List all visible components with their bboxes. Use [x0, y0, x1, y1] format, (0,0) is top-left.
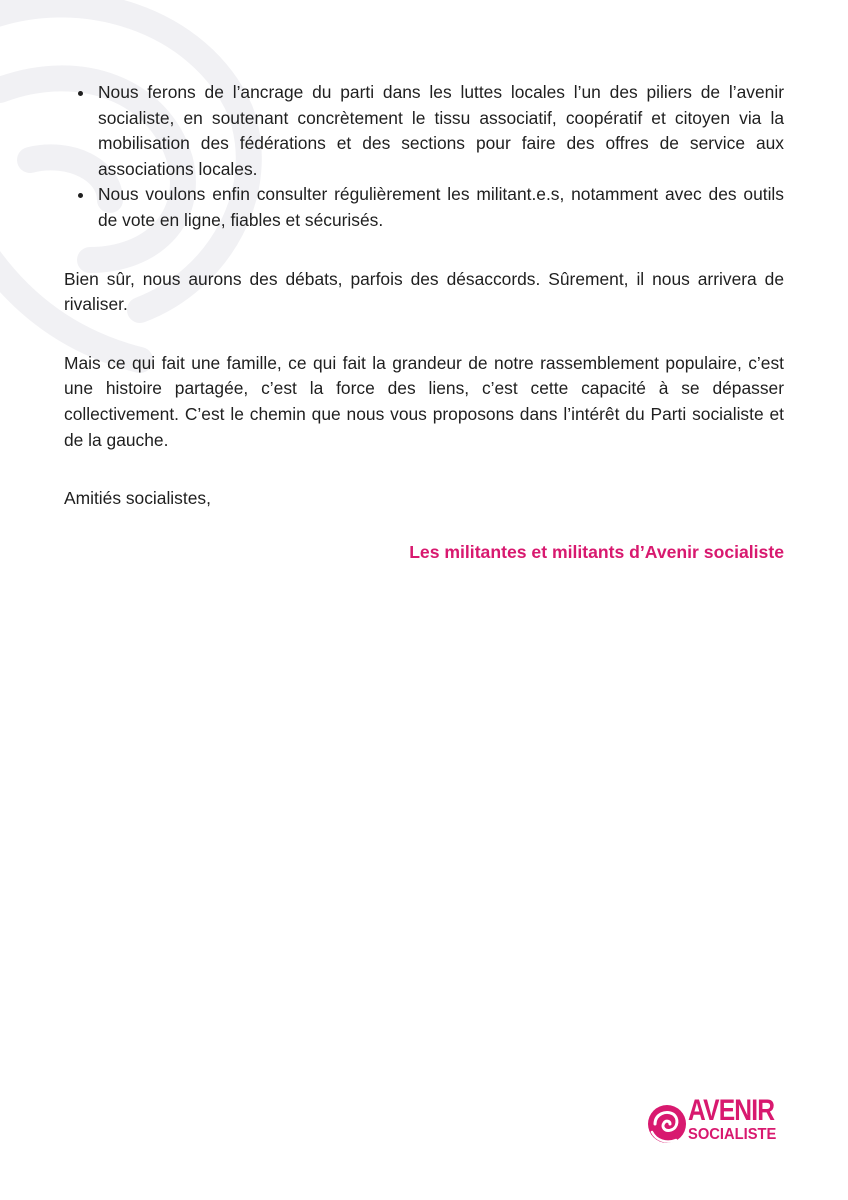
- logo-word-avenir: AVENIR: [688, 1094, 775, 1127]
- signature: Les militantes et militants d’Avenir socialiste: [409, 541, 784, 562]
- letter-body: [64, 80, 784, 565]
- rose-logo-icon: [646, 1102, 690, 1150]
- paragraph-debates: Bien sûr, nous aurons des débats, parfois des désaccords. Sûrement, il nous arrivera de rivaliser.: [64, 268, 784, 315]
- bullet-item-local-anchoring: Nous ferons de l’ancrage du parti dans les luttes locales l’un des piliers de l’avenir socialiste, en soutenant concrètement le tissu associatif, coopératif et citoyen via la mobilisation des fédérations et des sections pour faire des offres de service aux associations locales.: [98, 80, 784, 182]
- paragraph-family: Mais ce qui fait une famille, ce qui fait la grandeur de notre rassemblement populaire, c’est une histoire partagée, c’est la force des liens, c’est cette capacité à se dépasser collectivement. C’est le chemin que nous vous proposons dans l’intérêt du Parti socialiste et de la gauche.: [64, 352, 784, 450]
- bullet-list: [64, 80, 784, 234]
- bullet-item-online-voting: Nous voulons enfin consulter régulièrement les militant.e.s, notamment avec des outils de vote en ligne, fiables et sécurisés.: [98, 182, 784, 233]
- logo-word-socialiste: SOCIALISTE: [688, 1126, 777, 1143]
- closing-salutation: Amitiés socialistes,: [64, 488, 211, 509]
- avenir-socialiste-logo: [646, 1096, 786, 1152]
